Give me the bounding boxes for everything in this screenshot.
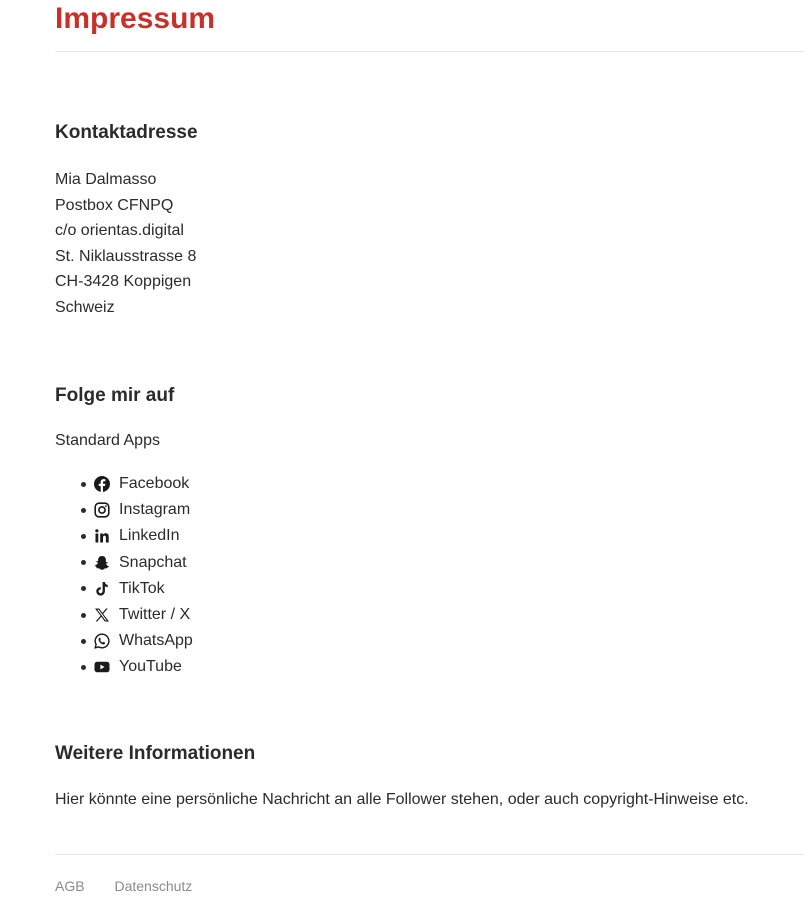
- social-item-instagram[interactable]: [81, 497, 193, 523]
- bullet: [81, 586, 86, 591]
- social-item-facebook[interactable]: [81, 471, 193, 497]
- address-line: St. Niklausstrasse 8: [55, 247, 197, 265]
- social-item-snapchat[interactable]: [81, 550, 193, 576]
- footer-link-agb[interactable]: AGB: [55, 878, 85, 894]
- whatsapp-icon[interactable]: [94, 633, 110, 649]
- bullet: [81, 665, 86, 670]
- address-line: Schweiz: [55, 298, 115, 316]
- address-line: Mia Dalmasso: [55, 171, 157, 188]
- linkedin-icon[interactable]: [94, 528, 110, 544]
- bullet: [81, 534, 86, 539]
- bullet: [81, 613, 86, 618]
- follow-heading: Folge mir auf: [55, 385, 175, 406]
- social-link-label[interactable]: TikTok: [119, 579, 165, 597]
- footer-divider: [55, 854, 804, 855]
- social-link-label[interactable]: WhatsApp: [119, 632, 193, 650]
- social-link-label[interactable]: LinkedIn: [119, 527, 180, 545]
- social-link-label[interactable]: Instagram: [119, 501, 191, 519]
- info-heading: Weitere Informationen: [55, 743, 256, 764]
- info-text: Hier könnte eine persönliche Nachricht an alle Follower stehen, oder auch copyright-Hinweise etc.: [55, 791, 749, 808]
- address-line: CH-3428 Koppigen: [55, 273, 192, 291]
- title-divider: [55, 51, 804, 52]
- x-icon[interactable]: [94, 607, 110, 623]
- social-link-label[interactable]: YouTube: [119, 658, 182, 676]
- social-link-label[interactable]: Facebook: [119, 475, 190, 493]
- contact-address: [55, 167, 196, 321]
- facebook-icon[interactable]: [94, 476, 110, 492]
- social-link-label[interactable]: Twitter / X: [119, 606, 191, 624]
- social-item-tiktok[interactable]: [81, 576, 193, 602]
- address-line: Postbox CFNPQ: [55, 196, 174, 214]
- page-title: Impressum: [55, 2, 216, 35]
- bullet: [81, 639, 86, 644]
- instagram-icon[interactable]: [94, 502, 110, 518]
- address-line: c/o orientas.digital: [55, 222, 184, 240]
- social-link-label[interactable]: Snapchat: [119, 553, 187, 571]
- social-links-list: [81, 471, 193, 681]
- bullet: [81, 508, 86, 513]
- contact-heading: Kontaktadresse: [55, 122, 198, 143]
- bullet: [81, 560, 86, 565]
- tiktok-icon[interactable]: [94, 581, 110, 597]
- social-item-whatsapp[interactable]: [81, 628, 193, 654]
- snapchat-icon[interactable]: [94, 555, 110, 571]
- social-item-linkedin[interactable]: [81, 523, 193, 549]
- footer-links: [55, 876, 218, 896]
- social-item-twitter-x[interactable]: [81, 602, 193, 628]
- youtube-icon[interactable]: [94, 659, 110, 675]
- footer-link-datenschutz[interactable]: Datenschutz: [114, 878, 193, 894]
- bullet: [81, 482, 86, 487]
- social-item-youtube[interactable]: [81, 654, 193, 680]
- follow-subheading: Standard Apps: [55, 432, 160, 449]
